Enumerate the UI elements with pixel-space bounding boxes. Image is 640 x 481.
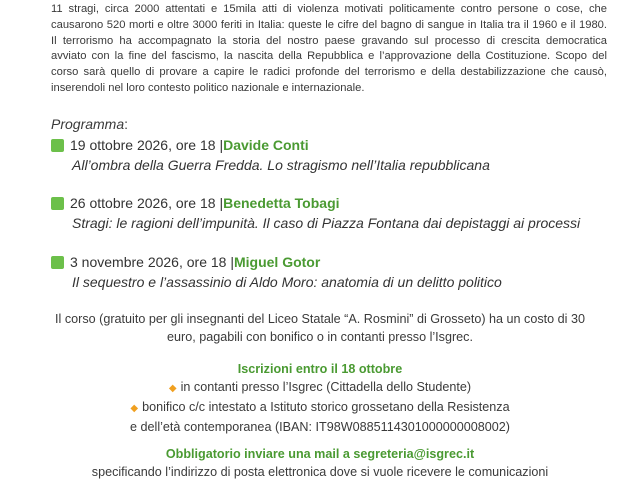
item-date: 3 novembre 2026, ore 18 | [70, 254, 234, 270]
program-item [51, 193, 580, 233]
intro-line: causarono 520 morti e oltre 3000 feriti in Italia: queste le cifre del bagno di sangue in Italia tra il 1960 e il 1980. [51, 18, 607, 31]
item-date: 19 ottobre 2026, ore 18 | [70, 137, 224, 153]
orange-diamond-icon: ◆ [168, 383, 177, 394]
intro-line: inserendoli nel loro contesto politico nazionale e internazionale. [51, 81, 365, 94]
intro-line: 11 stragi, circa 2000 attentati e 15mila atti di violenza motivati politicamente contro persone o cose, che [51, 3, 607, 15]
intro-line: Il terrorismo ha accompagnato la storia del nostro paese gravando sul processo di crescita democratica [51, 34, 607, 47]
mail-heading[interactable]: Obbligatorio inviare una mail a segreteria@isgrec.it [165, 447, 475, 461]
item-title: All’ombra della Guerra Fredda. Lo stragismo nell’Italia repubblicana [72, 157, 490, 173]
cost-paragraph [0, 310, 640, 346]
mail-block [0, 445, 640, 481]
registration-heading: Iscrizioni entro il 18 ottobre [237, 362, 403, 376]
cost-line: Il corso (gratuito per gli insegnanti del Liceo Statale “A. Rosmini” di Grosseto) ha un costo di 30 [55, 312, 585, 326]
bullet-text: bonifico c/c intestato a Istituto storico grossetano della Resistenza [142, 400, 510, 414]
cost-line: euro, pagabili con bonifico o in contanti presso l’Isgrec. [167, 330, 473, 344]
item-speaker: Miguel Gotor [233, 254, 321, 270]
program-label: Programma [51, 116, 125, 132]
green-square-icon [51, 139, 64, 152]
mail-note: specificando l’indirizzo di posta elettronica dove si vuole ricevere le comunicazioni [91, 465, 549, 479]
bullet-text: in contanti presso l’Isgrec (Cittadella dello Studente) [180, 380, 472, 394]
intro-line: avviato con la fine del fascismo, la nascita della Repubblica e l’approvazione della Costituzione. Scopo del [51, 50, 607, 63]
program-item [51, 252, 502, 292]
item-speaker: Davide Conti [223, 137, 309, 153]
green-square-icon [51, 256, 64, 269]
registration-block [0, 360, 640, 436]
item-title: Stragi: le ragioni dell’impunità. Il caso di Piazza Fontana dai depistaggi ai processi [72, 215, 581, 231]
registration-bullet [0, 398, 640, 418]
registration-bullet-cont: e dell’età contemporanea (IBAN: IT98W0885114301000000008002) [130, 420, 510, 434]
green-square-icon [51, 197, 64, 210]
item-speaker: Benedetta Tobagi [223, 195, 340, 211]
item-title: Il sequestro e l’assassinio di Aldo Moro: anatomia di un delitto politico [72, 274, 502, 290]
program-item [51, 135, 490, 175]
orange-diamond-icon: ◆ [130, 403, 139, 414]
registration-bullet [0, 378, 640, 398]
program-heading [51, 116, 128, 132]
item-date: 26 ottobre 2026, ore 18 | [70, 195, 224, 211]
intro-paragraph [51, 2, 607, 97]
program-label-suffix: : [124, 116, 129, 132]
intro-line: corso sarà quello di provare a capire le radici profonde del terrorismo e della destabilizzazione che causò, [51, 66, 607, 79]
